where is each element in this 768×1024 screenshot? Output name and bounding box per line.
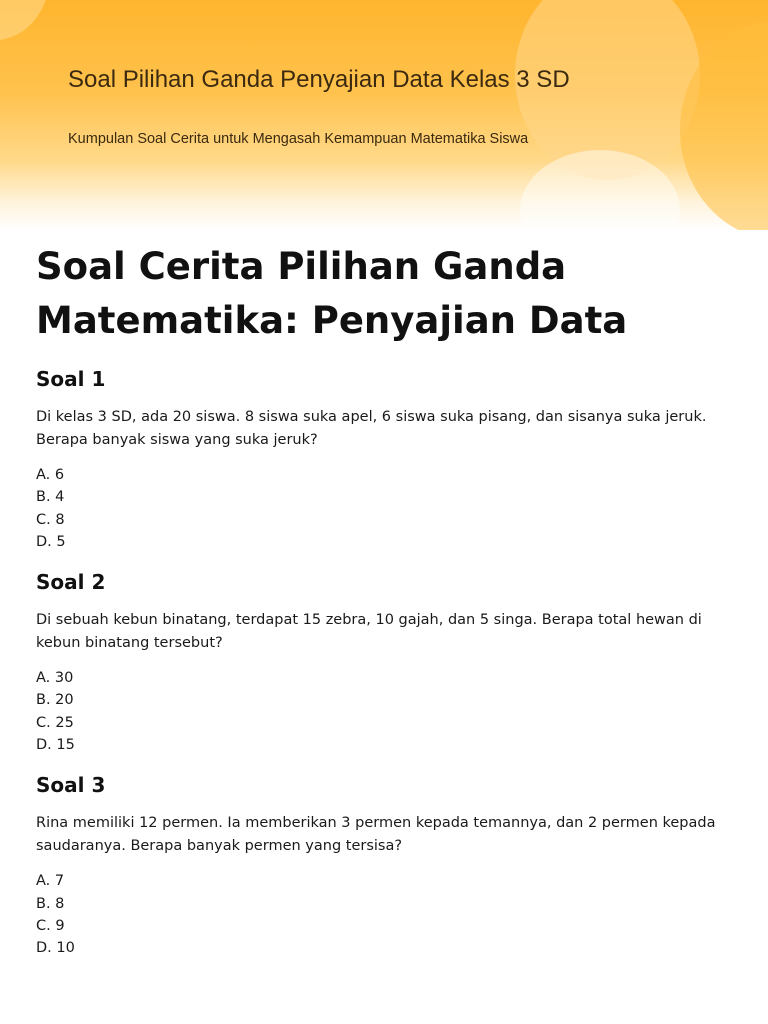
header-banner bbox=[0, 0, 768, 230]
question-text: Di sebuah kebun binatang, terdapat 15 zebra, 10 gajah, dan 5 singa. Berapa total hewan di kebun binatang tersebut? bbox=[36, 612, 702, 652]
banner-subtitle: Kumpulan Soal Cerita untuk Mengasah Kemampuan Matematika Siswa bbox=[68, 131, 529, 147]
banner-title: Soal Pilihan Ganda Penyajian Data Kelas 3 SD bbox=[68, 66, 570, 93]
article-content bbox=[36, 240, 736, 976]
question-3 bbox=[36, 772, 736, 959]
option-d: D. 10 bbox=[36, 940, 75, 957]
question-text: Di kelas 3 SD, ada 20 siswa. 8 siswa suka apel, 6 siswa suka pisang, dan sisanya suka jeruk. Berapa banyak siswa yang suka jeruk? bbox=[36, 409, 707, 448]
option-a: A. 6 bbox=[36, 467, 65, 483]
question-title: Soal 3 bbox=[36, 773, 106, 798]
option-a: A. 7 bbox=[36, 873, 65, 890]
answer-options bbox=[36, 870, 736, 959]
question-title: Soal 1 bbox=[36, 367, 106, 391]
option-d: D. 15 bbox=[36, 737, 75, 754]
option-c: C. 9 bbox=[36, 917, 65, 934]
page-title: Soal Cerita Pilihan Ganda Matematika: Penyajian Data bbox=[36, 245, 628, 342]
option-b: B. 8 bbox=[36, 895, 65, 912]
option-b: B. 4 bbox=[36, 489, 65, 506]
option-c: C. 8 bbox=[36, 511, 65, 528]
option-a: A. 30 bbox=[36, 670, 74, 687]
option-c: C. 25 bbox=[36, 714, 74, 731]
question-1 bbox=[36, 366, 736, 553]
option-b: B. 20 bbox=[36, 692, 74, 709]
answer-options bbox=[36, 464, 736, 553]
answer-options bbox=[36, 667, 736, 756]
decorative-blob bbox=[0, 0, 50, 40]
option-d: D. 5 bbox=[36, 533, 66, 550]
question-title: Soal 2 bbox=[36, 570, 106, 595]
question-2 bbox=[36, 569, 736, 756]
question-text: Rina memiliki 12 permen. Ia memberikan 3 permen kepada temannya, dan 2 permen kepada saudaranya. Berapa banyak permen yang tersisa? bbox=[36, 815, 716, 855]
